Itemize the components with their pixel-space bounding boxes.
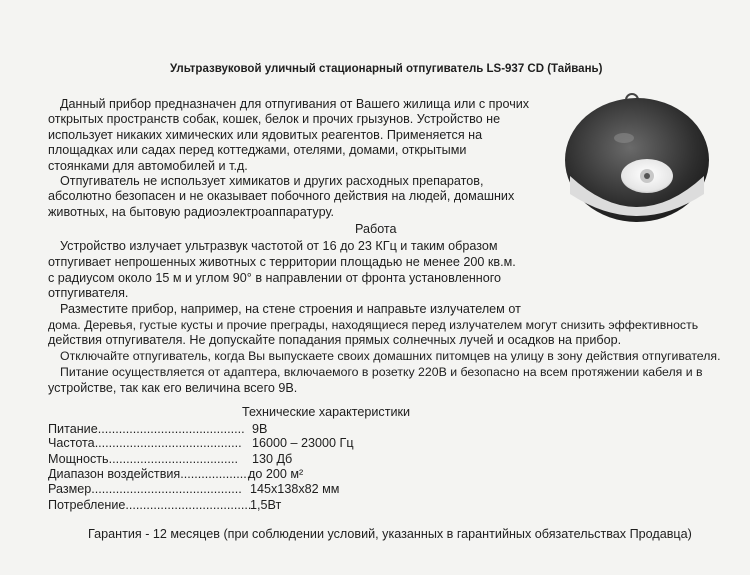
- work-line: Питание осуществляется от адаптера, включаемого в розетку 220В и безопасно на всем протяжении кабеля и в: [60, 365, 703, 379]
- spec-value-consumption: 1,5Вт: [250, 498, 282, 512]
- spec-value-size: 145х138х82 мм: [250, 482, 340, 496]
- spec-label-range: Диапазон воздействия....................: [48, 467, 251, 481]
- section-heading-specs: Технические характеристики: [242, 405, 411, 419]
- spec-value-frequency: 16000 – 23000 Гц: [252, 436, 354, 450]
- spec-label-loudness: Мощность.....................................: [48, 452, 239, 466]
- spec-value-range: до 200 м²: [248, 467, 304, 481]
- spec-value-loudness: 130 Дб: [252, 452, 293, 466]
- spec-label-power: Питание..........................................: [48, 422, 245, 436]
- spec-label-size: Размер...........................................: [48, 482, 242, 496]
- work-line: Разместите прибор, например, на стене строения и направьте излучателем от: [60, 302, 521, 316]
- work-line: дома. Деревья, густые кусты и прочие преграды, находящиеся перед излучателем могут снизить эффективность: [48, 318, 699, 332]
- spec-value-power: 9В: [252, 422, 268, 436]
- intro-line: площадках или садах перед коттеджами, отелями, домами, открытыми: [48, 143, 467, 157]
- work-line: отпугивателя.: [48, 286, 129, 300]
- spec-label-frequency: Частота..........................................: [48, 436, 242, 450]
- document-title: Ультразвуковой уличный стационарный отпугиватель LS-937 CD (Тайвань): [170, 63, 603, 75]
- intro-line: Данный прибор предназначен для отпугивания от Вашего жилища или с прочих: [60, 97, 530, 111]
- work-line: Отключайте отпугиватель, когда Вы выпускаете своих домашних питомцев на улицу в зону действия отпугивателя.: [60, 349, 721, 363]
- warranty-note: Гарантия - 12 месяцев (при соблюдении условий, указанных в гарантийных обязательствах Продавца): [88, 527, 692, 541]
- intro-line: открытых пространств собак, кошек, белок и прочих грызунов. Устройство не: [48, 112, 501, 126]
- intro-line: абсолютно безопасен и не оказывает побочного действия на людей, домашних: [48, 189, 515, 203]
- intro-line: использует никаких химических или ядовитых реагентов. Применяется на: [48, 128, 483, 142]
- device-photo: [562, 88, 712, 228]
- work-line: устройстве, так как его величина всего 9В.: [48, 381, 298, 395]
- work-line: Устройство излучает ультразвук частотой от 16 до 23 КГц и таким образом: [60, 239, 498, 253]
- work-line: отпугивает непрошенных животных с территории площадью не менее 200 кв.м.: [48, 255, 516, 269]
- intro-line: стоянками для автомобилей и т.д.: [48, 159, 248, 173]
- section-heading-work: Работа: [355, 222, 397, 236]
- spec-label-consumption: Потребление....................................: [48, 498, 252, 512]
- intro-line: Отпугиватель не использует химикатов и других расходных препаратов,: [60, 174, 484, 188]
- intro-line: животных, на бытовую радиоэлектроаппаратуру.: [48, 205, 334, 219]
- work-line: с радиусом около 15 м и углом 90° в направлении от фронта установленного: [48, 271, 502, 285]
- work-line: действия отпугивателя. Не допускайте попадания прямых солнечных лучей и осадков на прибор.: [48, 333, 622, 347]
